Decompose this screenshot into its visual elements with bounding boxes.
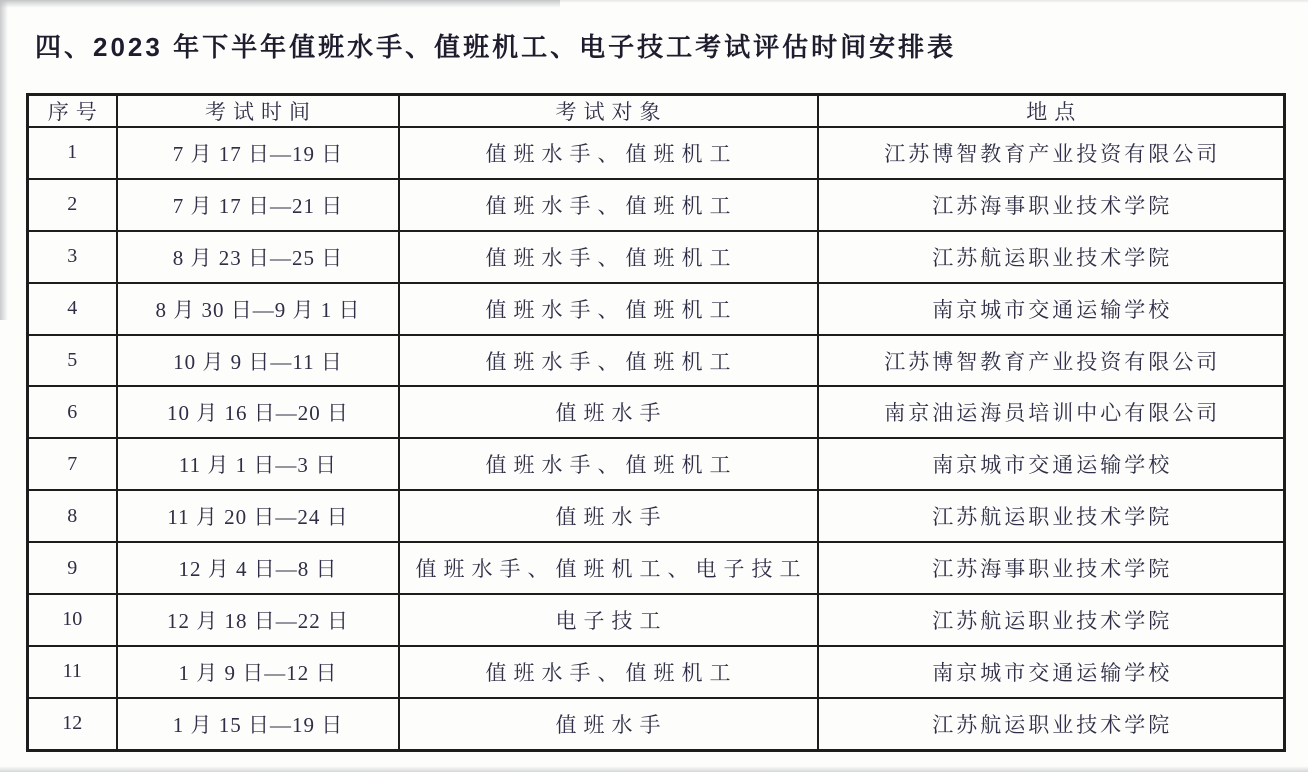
exam-schedule-table: [26, 93, 1286, 752]
column-header: 地点: [818, 95, 1285, 128]
time-cell: 7 月 17 日—21 日: [117, 179, 399, 231]
table-row: [28, 127, 1285, 179]
location-cell: 南京城市交通运输学校: [818, 438, 1285, 490]
subject-cell: 值班水手、值班机工: [399, 283, 818, 335]
location-cell: 江苏博智教育产业投资有限公司: [818, 335, 1285, 387]
scan-edge-top: [0, 0, 560, 8]
seq-cell: 1: [28, 127, 117, 179]
header-row: [28, 95, 1285, 128]
time-cell: 12 月 4 日—8 日: [117, 542, 399, 594]
subject-cell: 值班水手、值班机工: [399, 335, 818, 387]
seq-cell: 12: [28, 698, 117, 751]
seq-cell: 3: [28, 231, 117, 283]
time-cell: 8 月 30 日—9 月 1 日: [117, 283, 399, 335]
seq-cell: 6: [28, 386, 117, 438]
table-row: [28, 283, 1285, 335]
seq-cell: 2: [28, 179, 117, 231]
location-cell: 江苏博智教育产业投资有限公司: [818, 127, 1285, 179]
time-cell: 1 月 15 日—19 日: [117, 698, 399, 751]
location-cell: 南京城市交通运输学校: [818, 646, 1285, 698]
time-cell: 12 月 18 日—22 日: [117, 594, 399, 646]
seq-cell: 5: [28, 335, 117, 387]
location-cell: 南京油运海员培训中心有限公司: [818, 386, 1285, 438]
location-cell: 江苏航运职业技术学院: [818, 594, 1285, 646]
subject-cell: 值班水手、值班机工: [399, 438, 818, 490]
seq-cell: 11: [28, 646, 117, 698]
time-cell: 10 月 9 日—11 日: [117, 335, 399, 387]
scan-edge-left: [0, 0, 8, 320]
table-row: [28, 542, 1285, 594]
time-cell: 11 月 1 日—3 日: [117, 438, 399, 490]
time-cell: 1 月 9 日—12 日: [117, 646, 399, 698]
scan-edge-bottom: [0, 766, 1308, 772]
table-row: [28, 179, 1285, 231]
time-cell: 11 月 20 日—24 日: [117, 490, 399, 542]
subject-cell: 值班水手: [399, 386, 818, 438]
column-header: 序号: [28, 95, 117, 128]
subject-cell: 值班水手、值班机工、电子技工: [399, 542, 818, 594]
location-cell: 江苏航运职业技术学院: [818, 231, 1285, 283]
page-title: 四、2023 年下半年值班水手、值班机工、电子技工考试评估时间安排表: [35, 32, 957, 62]
seq-cell: 7: [28, 438, 117, 490]
time-cell: 7 月 17 日—19 日: [117, 127, 399, 179]
seq-cell: 4: [28, 283, 117, 335]
location-cell: 江苏航运职业技术学院: [818, 698, 1285, 751]
table-row: [28, 698, 1285, 751]
location-cell: 江苏海事职业技术学院: [818, 179, 1285, 231]
time-cell: 10 月 16 日—20 日: [117, 386, 399, 438]
table-row: [28, 386, 1285, 438]
subject-cell: 值班水手、值班机工: [399, 231, 818, 283]
table-row: [28, 594, 1285, 646]
subject-cell: 电子技工: [399, 594, 818, 646]
column-header: 考试时间: [117, 95, 399, 128]
location-cell: 江苏海事职业技术学院: [818, 542, 1285, 594]
table-row: [28, 231, 1285, 283]
subject-cell: 值班水手、值班机工: [399, 127, 818, 179]
seq-cell: 9: [28, 542, 117, 594]
table-row: [28, 646, 1285, 698]
seq-cell: 10: [28, 594, 117, 646]
subject-cell: 值班水手、值班机工: [399, 179, 818, 231]
table-row: [28, 490, 1285, 542]
subject-cell: 值班水手: [399, 698, 818, 751]
location-cell: 江苏航运职业技术学院: [818, 490, 1285, 542]
table-row: [28, 438, 1285, 490]
subject-cell: 值班水手、值班机工: [399, 646, 818, 698]
table-row: [28, 335, 1285, 387]
subject-cell: 值班水手: [399, 490, 818, 542]
time-cell: 8 月 23 日—25 日: [117, 231, 399, 283]
table-body: [28, 127, 1285, 751]
location-cell: 南京城市交通运输学校: [818, 283, 1285, 335]
seq-cell: 8: [28, 490, 117, 542]
column-header: 考试对象: [399, 95, 818, 128]
